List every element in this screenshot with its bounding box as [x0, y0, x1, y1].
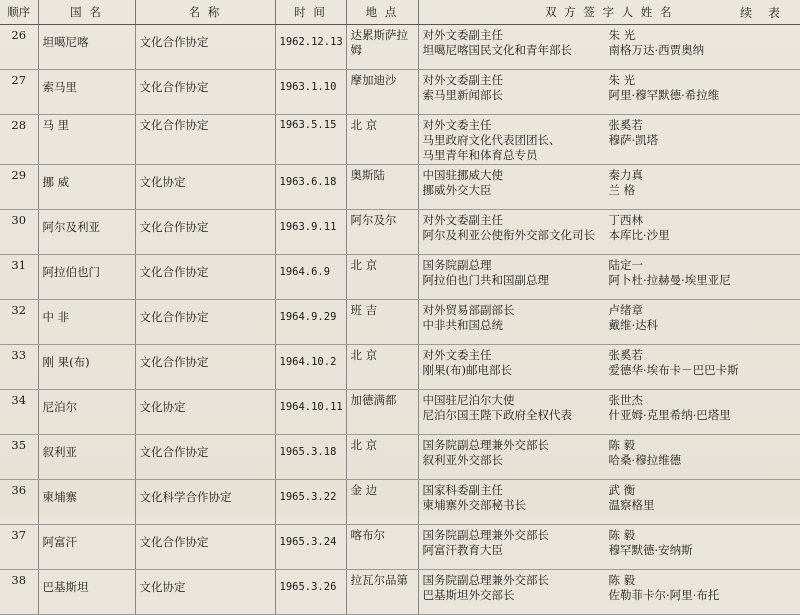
- signatory-name: 张世杰: [608, 393, 643, 407]
- place-cell: 达累斯萨拉姆: [346, 25, 418, 70]
- country-cell: 刚 果(布): [38, 345, 135, 390]
- signatory-title: 国家科委副主任: [422, 483, 503, 497]
- signatory-title: 国务院副总理兼外交部长: [422, 438, 549, 452]
- signatory-title: 刚果(布)邮电部长: [422, 363, 512, 377]
- signatory-title: 叙利亚外交部长: [422, 453, 503, 467]
- place-cell: 北 京: [346, 345, 418, 390]
- table-row: [0, 345, 800, 390]
- row-number: 29: [0, 165, 38, 210]
- signatory-name: 陈 毅: [608, 528, 636, 542]
- date-cell: 1963.5.15: [275, 115, 346, 165]
- signatory-title: 阿尔及利亚公使衔外交部文化司长: [422, 228, 595, 242]
- signatory-title: 国务院副总理: [422, 258, 492, 272]
- signatory-name: 佐勒菲卡尔·阿里·布托: [608, 588, 720, 602]
- date-cell: 1964.6.9: [275, 255, 346, 300]
- header-country: 国 名: [38, 0, 135, 25]
- date-cell: 1964.10.2: [275, 345, 346, 390]
- agreement-name-cell: 文化合作协定: [135, 210, 275, 255]
- row-number: 37: [0, 525, 38, 570]
- signatory-title: 尼泊尔国王陛下政府全权代表: [422, 408, 572, 422]
- signatories-cell: [418, 345, 800, 390]
- signatory-name: 陈 毅: [608, 573, 636, 587]
- table-row: [0, 255, 800, 300]
- header-name: 名 称: [135, 0, 275, 25]
- place-cell: 喀布尔: [346, 525, 418, 570]
- signatory-name: 卢绪章: [608, 303, 643, 317]
- date-cell: 1962.12.13: [275, 25, 346, 70]
- country-cell: 尼泊尔: [38, 390, 135, 435]
- date-cell: 1965.3.22: [275, 480, 346, 525]
- agreement-name-cell: 文化协定: [135, 165, 275, 210]
- signatories-cell: [418, 525, 800, 570]
- table-row: [0, 210, 800, 255]
- table-row: [0, 525, 800, 570]
- row-number: 34: [0, 390, 38, 435]
- signatory-name: 戴维·达科: [608, 318, 659, 332]
- agreement-name-cell: 文化合作协定: [135, 255, 275, 300]
- signatories-cell: [418, 25, 800, 70]
- country-cell: 巴基斯坦: [38, 570, 135, 615]
- agreement-name-cell: 文化合作协定: [135, 345, 275, 390]
- date-cell: 1964.9.29: [275, 300, 346, 345]
- place-cell: 奥斯陆: [346, 165, 418, 210]
- signatory-title: 阿拉伯也门共和国副总理: [422, 273, 549, 287]
- country-cell: 中 非: [38, 300, 135, 345]
- corner-label: 续 表: [740, 6, 786, 20]
- signatory-name: 张奚若: [608, 348, 643, 362]
- header-signatories: 双 方 签 字 人 姓 名: [418, 0, 800, 25]
- row-number: 31: [0, 255, 38, 300]
- agreement-name-cell: 文化合作协定: [135, 70, 275, 115]
- signatory-title: 柬埔寨外交部秘书长: [422, 498, 526, 512]
- signatory-name: 陆定一: [608, 258, 643, 272]
- agreement-name-cell: 文化合作协定: [135, 25, 275, 70]
- signatories-cell: [418, 570, 800, 615]
- agreement-name-cell: 文化合作协定: [135, 115, 275, 165]
- signatories-cell: [418, 70, 800, 115]
- place-cell: 金 边: [346, 480, 418, 525]
- row-number: 36: [0, 480, 38, 525]
- signatory-title: 中国驻挪威大使: [422, 168, 503, 182]
- table-row: [0, 480, 800, 525]
- row-number: 33: [0, 345, 38, 390]
- table-row: [0, 390, 800, 435]
- signatory-title: 对外文委主任: [422, 118, 492, 132]
- place-cell: 阿尔及尔: [346, 210, 418, 255]
- signatories-cell: [418, 435, 800, 480]
- row-number: 35: [0, 435, 38, 480]
- agreement-name-cell: 文化合作协定: [135, 525, 275, 570]
- signatories-cell: [418, 210, 800, 255]
- country-cell: 挪 威: [38, 165, 135, 210]
- signatory-name: 阿里·穆罕默德·希拉维: [608, 88, 720, 102]
- table-row: [0, 165, 800, 210]
- country-cell: 坦噶尼喀: [38, 25, 135, 70]
- signatories-cell: [418, 480, 800, 525]
- signatory-name: 本库比·沙里: [608, 228, 670, 242]
- signatory-title: 国务院副总理兼外交部长: [422, 528, 549, 542]
- country-cell: 叙利亚: [38, 435, 135, 480]
- place-cell: 北 京: [346, 435, 418, 480]
- signatories-cell: [418, 390, 800, 435]
- signatories-cell: [418, 165, 800, 210]
- signatory-title: 巴基斯坦外交部长: [422, 588, 515, 602]
- table-row: [0, 435, 800, 480]
- place-cell: 班 吉: [346, 300, 418, 345]
- signatory-title: 中国驻尼泊尔大使: [422, 393, 515, 407]
- place-cell: 拉瓦尔品第: [346, 570, 418, 615]
- signatory-name: 温察格里: [608, 498, 655, 512]
- signatory-name: 穆罕默德·安纳斯: [608, 543, 693, 557]
- place-cell: 摩加迪沙: [346, 70, 418, 115]
- signatory-name: 爱德华·埃布卡－巴巴卡斯: [608, 363, 739, 377]
- date-cell: 1965.3.26: [275, 570, 346, 615]
- place-cell: 北 京: [346, 115, 418, 165]
- agreement-name-cell: 文化协定: [135, 570, 275, 615]
- agreement-name-cell: 文化合作协定: [135, 435, 275, 480]
- header-row: [0, 0, 800, 25]
- table-row: [0, 70, 800, 115]
- signatory-name: 朱 光: [608, 73, 636, 87]
- country-cell: 马 里: [38, 115, 135, 165]
- row-number: 26: [0, 25, 38, 70]
- place-cell: 加德满都: [346, 390, 418, 435]
- date-cell: 1963.1.10: [275, 70, 346, 115]
- signatory-title: 挪威外交大臣: [422, 183, 492, 197]
- signatory-name: 穆萨·凯塔: [608, 133, 659, 147]
- row-number: 28: [0, 115, 38, 165]
- country-cell: 阿尔及利亚: [38, 210, 135, 255]
- signatory-title: 中非共和国总统: [422, 318, 503, 332]
- signatory-name: 阿卜杜·拉赫曼·埃里亚尼: [608, 273, 731, 287]
- signatory-name: 哈桑·穆拉维德: [608, 453, 682, 467]
- country-cell: 柬埔寨: [38, 480, 135, 525]
- signatory-title: 坦噶尼喀国民文化和青年部长: [422, 43, 572, 57]
- signatory-title: 对外文委副主任: [422, 213, 503, 227]
- date-cell: 1965.3.24: [275, 525, 346, 570]
- date-cell: 1965.3.18: [275, 435, 346, 480]
- signatories-cell: [418, 300, 800, 345]
- country-cell: 阿富汗: [38, 525, 135, 570]
- signatory-title: 对外贸易部副部长: [422, 303, 515, 317]
- row-number: 30: [0, 210, 38, 255]
- signatory-name: 武 衡: [608, 483, 636, 497]
- signatory-name: 兰 格: [608, 183, 636, 197]
- signatory-name: 陈 毅: [608, 438, 636, 452]
- signatory-name: 丁西林: [608, 213, 643, 227]
- date-cell: 1963.6.18: [275, 165, 346, 210]
- country-cell: 索马里: [38, 70, 135, 115]
- agreement-name-cell: 文化合作协定: [135, 300, 275, 345]
- date-cell: 1964.10.11: [275, 390, 346, 435]
- signatory-title: 索马里新闻部长: [422, 88, 503, 102]
- row-number: 27: [0, 70, 38, 115]
- signatories-cell: [418, 115, 800, 165]
- header-no: 顺序: [0, 0, 38, 25]
- signatory-title: 阿富汗教育大臣: [422, 543, 503, 557]
- place-cell: 北 京: [346, 255, 418, 300]
- signatory-name: 南格万达·西贾奥纳: [608, 43, 705, 57]
- signatory-title: 马里政府文化代表团团长、: [422, 133, 561, 147]
- row-number: 38: [0, 570, 38, 615]
- signatory-name: 朱 光: [608, 28, 636, 42]
- signatory-title: 对外文委主任: [422, 348, 492, 362]
- country-cell: 阿拉伯也门: [38, 255, 135, 300]
- signatory-title: 对外文委副主任: [422, 28, 503, 42]
- date-cell: 1963.9.11: [275, 210, 346, 255]
- signatory-title: 对外文委副主任: [422, 73, 503, 87]
- signatory-name: 张奚若: [608, 118, 643, 132]
- header-time: 时 间: [275, 0, 346, 25]
- signatory-name: 什亚姆·克里希纳·巴塔里: [608, 408, 731, 422]
- signatory-name: 秦力真: [608, 168, 643, 182]
- header-place: 地 点: [346, 0, 418, 25]
- table-row: [0, 25, 800, 70]
- row-number: 32: [0, 300, 38, 345]
- signatories-cell: [418, 255, 800, 300]
- agreement-name-cell: 文化协定: [135, 390, 275, 435]
- signatory-name: [609, 148, 797, 163]
- table-row: [0, 115, 800, 165]
- table-row: [0, 570, 800, 615]
- signatory-title: 马里青年和体育总专员: [422, 148, 538, 162]
- table-row: [0, 300, 800, 345]
- agreement-name-cell: 文化科学合作协定: [135, 480, 275, 525]
- signatory-title: 国务院副总理兼外交部长: [422, 573, 549, 587]
